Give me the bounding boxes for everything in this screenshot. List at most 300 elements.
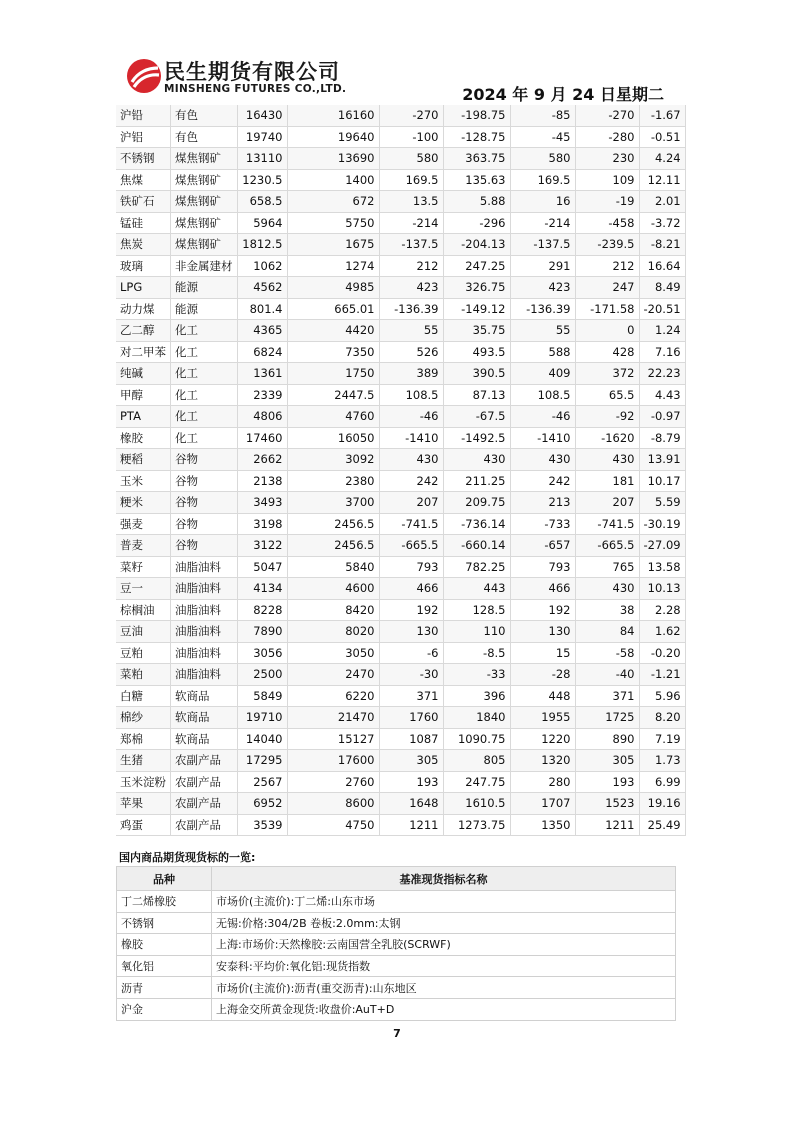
- table-cell: 7.19: [639, 728, 685, 750]
- table-cell: 8420: [287, 599, 379, 621]
- table-cell: 21470: [287, 707, 379, 729]
- table-cell: 109: [575, 169, 639, 191]
- spot-index-row: [117, 955, 676, 977]
- table-cell: 4750: [287, 814, 379, 836]
- commodity-name: 沪铝: [116, 126, 171, 148]
- commodity-sector: 谷物: [171, 449, 238, 471]
- table-cell: -3.72: [639, 212, 685, 234]
- table-cell: 428: [575, 341, 639, 363]
- index-name: 无锡:价格:304/2B 卷板:2.0mm:太钢: [212, 912, 676, 934]
- table-cell: -149.12: [443, 298, 510, 320]
- table-cell: 765: [575, 556, 639, 578]
- table-cell: -270: [379, 105, 443, 126]
- report-date: 2024 年 9 月 24 日星期二: [462, 85, 664, 104]
- table-cell: 443: [443, 578, 510, 600]
- table-cell: 423: [379, 277, 443, 299]
- index-name: 安泰科:平均价:氧化铝:现货指数: [212, 955, 676, 977]
- table-cell: 1400: [287, 169, 379, 191]
- table-cell: 242: [510, 470, 575, 492]
- table-cell: 193: [379, 771, 443, 793]
- table-cell: 4806: [237, 406, 287, 428]
- commodity-name: 玉米淀粉: [116, 771, 171, 793]
- table-cell: 55: [510, 320, 575, 342]
- table-row: [116, 642, 685, 664]
- table-row: [116, 513, 685, 535]
- table-cell: -214: [510, 212, 575, 234]
- table-cell: 5047: [237, 556, 287, 578]
- table-cell: -1492.5: [443, 427, 510, 449]
- table-cell: 13.58: [639, 556, 685, 578]
- commodity-sector: 软商品: [171, 707, 238, 729]
- table-cell: 1274: [287, 255, 379, 277]
- commodity-name: 生猪: [116, 750, 171, 772]
- company-logo: [126, 58, 361, 98]
- table-row: [116, 814, 685, 836]
- table-cell: 212: [379, 255, 443, 277]
- table-cell: 8.20: [639, 707, 685, 729]
- table-cell: 326.75: [443, 277, 510, 299]
- commodity-sector: 煤焦钢矿: [171, 169, 238, 191]
- table-cell: 280: [510, 771, 575, 793]
- table-cell: 13110: [237, 148, 287, 170]
- variety-name: 丁二烯橡胶: [117, 891, 212, 913]
- table-cell: 672: [287, 191, 379, 213]
- table-cell: 17295: [237, 750, 287, 772]
- commodity-sector: 化工: [171, 427, 238, 449]
- table-cell: 38: [575, 599, 639, 621]
- spot-index-row: [117, 934, 676, 956]
- commodity-sector: 有色: [171, 105, 238, 126]
- table-cell: -85: [510, 105, 575, 126]
- table-cell: -46: [510, 406, 575, 428]
- table-cell: 19.16: [639, 793, 685, 815]
- table-cell: 493.5: [443, 341, 510, 363]
- table-row: [116, 105, 685, 126]
- index-name: 上海金交所黄金现货:收盘价:AuT+D: [212, 998, 676, 1020]
- table-cell: 3122: [237, 535, 287, 557]
- table-cell: 805: [443, 750, 510, 772]
- variety-name: 沪金: [117, 998, 212, 1020]
- table-cell: 19640: [287, 126, 379, 148]
- table-cell: -665.5: [575, 535, 639, 557]
- table-cell: 128.5: [443, 599, 510, 621]
- table-cell: 1.62: [639, 621, 685, 643]
- table-cell: 247.75: [443, 771, 510, 793]
- table-cell: -660.14: [443, 535, 510, 557]
- table-cell: 588: [510, 341, 575, 363]
- table-cell: 793: [510, 556, 575, 578]
- table-cell: 5750: [287, 212, 379, 234]
- table-cell: 2447.5: [287, 384, 379, 406]
- table-cell: 363.75: [443, 148, 510, 170]
- table-cell: 2456.5: [287, 513, 379, 535]
- commodity-sector: 农副产品: [171, 793, 238, 815]
- table-cell: 801.4: [237, 298, 287, 320]
- commodity-sector: 能源: [171, 277, 238, 299]
- commodity-name: 锰硅: [116, 212, 171, 234]
- table-cell: 4985: [287, 277, 379, 299]
- table-cell: -46: [379, 406, 443, 428]
- variety-name: 不锈钢: [117, 912, 212, 934]
- variety-name: 氧化铝: [117, 955, 212, 977]
- table-cell: 5.59: [639, 492, 685, 514]
- table-cell: 1523: [575, 793, 639, 815]
- table-cell: 209.75: [443, 492, 510, 514]
- table-row: [116, 320, 685, 342]
- table-cell: -67.5: [443, 406, 510, 428]
- table-cell: -100: [379, 126, 443, 148]
- table-cell: 207: [575, 492, 639, 514]
- commodity-name: 白糖: [116, 685, 171, 707]
- table-cell: 130: [510, 621, 575, 643]
- table-cell: -1410: [510, 427, 575, 449]
- table-cell: -1410: [379, 427, 443, 449]
- table-cell: -1.21: [639, 664, 685, 686]
- table-cell: -128.75: [443, 126, 510, 148]
- table-row: [116, 255, 685, 277]
- table-cell: 3493: [237, 492, 287, 514]
- table-cell: -0.51: [639, 126, 685, 148]
- commodity-name: 焦煤: [116, 169, 171, 191]
- table-cell: 3056: [237, 642, 287, 664]
- table-cell: 8.49: [639, 277, 685, 299]
- table-cell: -0.97: [639, 406, 685, 428]
- table-row: [116, 556, 685, 578]
- table-cell: -458: [575, 212, 639, 234]
- table-cell: 192: [510, 599, 575, 621]
- table-cell: 793: [379, 556, 443, 578]
- table-cell: 580: [379, 148, 443, 170]
- commodity-name: 郑棉: [116, 728, 171, 750]
- table-cell: 6.99: [639, 771, 685, 793]
- commodity-sector: 油脂油料: [171, 556, 238, 578]
- commodity-sector: 软商品: [171, 685, 238, 707]
- commodity-sector: 油脂油料: [171, 599, 238, 621]
- table-cell: 371: [575, 685, 639, 707]
- commodity-sector: 化工: [171, 320, 238, 342]
- table-row: [116, 126, 685, 148]
- table-cell: 5.88: [443, 191, 510, 213]
- table-cell: 4.24: [639, 148, 685, 170]
- spot-index-row: [117, 891, 676, 913]
- commodity-name: 棉纱: [116, 707, 171, 729]
- table-cell: 5964: [237, 212, 287, 234]
- table-cell: -45: [510, 126, 575, 148]
- table-cell: -92: [575, 406, 639, 428]
- table-cell: -733: [510, 513, 575, 535]
- spot-index-row: [117, 912, 676, 934]
- table-cell: 430: [443, 449, 510, 471]
- table-cell: 6824: [237, 341, 287, 363]
- commodity-name: 动力煤: [116, 298, 171, 320]
- table-cell: 466: [510, 578, 575, 600]
- table-cell: 3539: [237, 814, 287, 836]
- table-cell: 15: [510, 642, 575, 664]
- table-cell: 13.91: [639, 449, 685, 471]
- table-cell: 1812.5: [237, 234, 287, 256]
- table-cell: 3050: [287, 642, 379, 664]
- table-cell: -171.58: [575, 298, 639, 320]
- table-cell: 7350: [287, 341, 379, 363]
- commodity-name: 橡胶: [116, 427, 171, 449]
- table-cell: 1675: [287, 234, 379, 256]
- table-cell: -40: [575, 664, 639, 686]
- commodity-sector: 非金属建材: [171, 255, 238, 277]
- table-cell: 181: [575, 470, 639, 492]
- commodity-name: 鸡蛋: [116, 814, 171, 836]
- table-cell: 110: [443, 621, 510, 643]
- commodity-name: 玉米: [116, 470, 171, 492]
- table-cell: 2138: [237, 470, 287, 492]
- table-row: [116, 363, 685, 385]
- page-number: 7: [393, 1027, 401, 1040]
- table-cell: 1230.5: [237, 169, 287, 191]
- table-row: [116, 427, 685, 449]
- table-cell: 16050: [287, 427, 379, 449]
- table-cell: -0.20: [639, 642, 685, 664]
- table-cell: 1.73: [639, 750, 685, 772]
- table-cell: 65.5: [575, 384, 639, 406]
- table-cell: -741.5: [575, 513, 639, 535]
- table-cell: 1955: [510, 707, 575, 729]
- table-cell: 1273.75: [443, 814, 510, 836]
- table-cell: -136.39: [379, 298, 443, 320]
- table-cell: -1.67: [639, 105, 685, 126]
- variety-name: 橡胶: [117, 934, 212, 956]
- table-cell: 1361: [237, 363, 287, 385]
- table-row: [116, 599, 685, 621]
- table-row: [116, 771, 685, 793]
- table-cell: 1320: [510, 750, 575, 772]
- index-name: 市场价(主流价):丁二烯:山东市场: [212, 891, 676, 913]
- commodity-name: 豆一: [116, 578, 171, 600]
- table-cell: 13.5: [379, 191, 443, 213]
- table-cell: -1620: [575, 427, 639, 449]
- table-row: [116, 685, 685, 707]
- table-cell: 19710: [237, 707, 287, 729]
- table-cell: 242: [379, 470, 443, 492]
- table-cell: 430: [510, 449, 575, 471]
- table-cell: 8020: [287, 621, 379, 643]
- table-cell: 211.25: [443, 470, 510, 492]
- table-cell: 16160: [287, 105, 379, 126]
- table-cell: -239.5: [575, 234, 639, 256]
- table-cell: 1760: [379, 707, 443, 729]
- table-cell: 3198: [237, 513, 287, 535]
- table-cell: 130: [379, 621, 443, 643]
- variety-name: 沥青: [117, 977, 212, 999]
- table-cell: 10.17: [639, 470, 685, 492]
- table-cell: 16: [510, 191, 575, 213]
- commodity-name: 豆粕: [116, 642, 171, 664]
- commodity-name: 玻璃: [116, 255, 171, 277]
- table-cell: 19740: [237, 126, 287, 148]
- commodity-name: 苹果: [116, 793, 171, 815]
- table-cell: 1211: [575, 814, 639, 836]
- table-row: [116, 449, 685, 471]
- table-cell: 448: [510, 685, 575, 707]
- commodity-sector: 油脂油料: [171, 578, 238, 600]
- table-cell: 580: [510, 148, 575, 170]
- table-cell: 16430: [237, 105, 287, 126]
- table-cell: 84: [575, 621, 639, 643]
- table-cell: 390.5: [443, 363, 510, 385]
- commodity-name: 乙二醇: [116, 320, 171, 342]
- index-name: 市场价(主流价):沥青(重交沥青):山东地区: [212, 977, 676, 999]
- commodity-name: PTA: [116, 406, 171, 428]
- table-row: [116, 341, 685, 363]
- commodity-sector: 煤焦钢矿: [171, 148, 238, 170]
- table-cell: 4.43: [639, 384, 685, 406]
- table-cell: -270: [575, 105, 639, 126]
- index-name: 上海:市场价:天然橡胶:云南国营全乳胶(SCRWF): [212, 934, 676, 956]
- company-name-en: MINSHENG FUTURES CO.,LTD.: [164, 83, 347, 95]
- table-row: [116, 406, 685, 428]
- table-cell: 169.5: [379, 169, 443, 191]
- commodity-sector: 农副产品: [171, 814, 238, 836]
- table-cell: 87.13: [443, 384, 510, 406]
- table-cell: 396: [443, 685, 510, 707]
- table-cell: 108.5: [510, 384, 575, 406]
- table-cell: 8600: [287, 793, 379, 815]
- table-cell: 665.01: [287, 298, 379, 320]
- table-cell: 193: [575, 771, 639, 793]
- table-cell: 305: [379, 750, 443, 772]
- table-cell: -280: [575, 126, 639, 148]
- table-row: [116, 621, 685, 643]
- commodity-sector: 谷物: [171, 492, 238, 514]
- table-cell: 5849: [237, 685, 287, 707]
- commodity-sector: 农副产品: [171, 750, 238, 772]
- table-cell: 4562: [237, 277, 287, 299]
- table-cell: 207: [379, 492, 443, 514]
- commodity-sector: 软商品: [171, 728, 238, 750]
- table-cell: -8.79: [639, 427, 685, 449]
- table-row: [116, 470, 685, 492]
- table-cell: 2500: [237, 664, 287, 686]
- table-cell: -19: [575, 191, 639, 213]
- table-cell: 169.5: [510, 169, 575, 191]
- table-cell: 890: [575, 728, 639, 750]
- header-index-name: 基准现货指标名称: [212, 867, 676, 891]
- table-cell: -204.13: [443, 234, 510, 256]
- table-cell: 1350: [510, 814, 575, 836]
- commodity-name: 豆油: [116, 621, 171, 643]
- table-cell: 2662: [237, 449, 287, 471]
- company-name-cn: 民生期货有限公司: [164, 60, 340, 84]
- table-cell: 305: [575, 750, 639, 772]
- table-cell: -736.14: [443, 513, 510, 535]
- table-cell: 10.13: [639, 578, 685, 600]
- spot-index-row: [117, 977, 676, 999]
- table-cell: 247: [575, 277, 639, 299]
- commodity-name: 菜粕: [116, 664, 171, 686]
- table-cell: 247.25: [443, 255, 510, 277]
- table-cell: 1725: [575, 707, 639, 729]
- table-row: [116, 191, 685, 213]
- table-row: [116, 793, 685, 815]
- table-cell: -30: [379, 664, 443, 686]
- table-row: [116, 148, 685, 170]
- table-cell: -28: [510, 664, 575, 686]
- commodity-sector: 化工: [171, 363, 238, 385]
- table-cell: 5.96: [639, 685, 685, 707]
- commodity-name: 普麦: [116, 535, 171, 557]
- table-cell: 3700: [287, 492, 379, 514]
- table-cell: 430: [575, 449, 639, 471]
- table-cell: -198.75: [443, 105, 510, 126]
- table-cell: 108.5: [379, 384, 443, 406]
- table-cell: 371: [379, 685, 443, 707]
- commodity-name: 不锈钢: [116, 148, 171, 170]
- table-cell: 1220: [510, 728, 575, 750]
- table-cell: 22.23: [639, 363, 685, 385]
- table-cell: 2339: [237, 384, 287, 406]
- table-cell: 4600: [287, 578, 379, 600]
- table-cell: 389: [379, 363, 443, 385]
- table-cell: 6220: [287, 685, 379, 707]
- table-cell: -33: [443, 664, 510, 686]
- table-cell: 1211: [379, 814, 443, 836]
- table-cell: 15127: [287, 728, 379, 750]
- table-cell: 2567: [237, 771, 287, 793]
- commodity-name: 铁矿石: [116, 191, 171, 213]
- table-cell: 2380: [287, 470, 379, 492]
- table-cell: -296: [443, 212, 510, 234]
- commodity-name: 对二甲苯: [116, 341, 171, 363]
- page-header: [0, 0, 794, 106]
- commodity-sector: 化工: [171, 384, 238, 406]
- spot-index-row: [117, 998, 676, 1020]
- table-cell: 2.28: [639, 599, 685, 621]
- table-cell: 1648: [379, 793, 443, 815]
- commodity-sector: 化工: [171, 341, 238, 363]
- commodity-name: LPG: [116, 277, 171, 299]
- commodity-sector: 谷物: [171, 535, 238, 557]
- commodity-sector: 谷物: [171, 513, 238, 535]
- commodity-name: 纯碱: [116, 363, 171, 385]
- table-cell: 16.64: [639, 255, 685, 277]
- table-cell: 2470: [287, 664, 379, 686]
- table-row: [116, 384, 685, 406]
- table-cell: 1750: [287, 363, 379, 385]
- table-cell: 2.01: [639, 191, 685, 213]
- commodity-name: 粳稻: [116, 449, 171, 471]
- table-cell: 2760: [287, 771, 379, 793]
- table-cell: 291: [510, 255, 575, 277]
- table-cell: 423: [510, 277, 575, 299]
- table-cell: 17460: [237, 427, 287, 449]
- minsheng-logo-icon: [126, 58, 162, 94]
- table-cell: 1090.75: [443, 728, 510, 750]
- table-row: [116, 664, 685, 686]
- table-cell: 3092: [287, 449, 379, 471]
- table-cell: -30.19: [639, 513, 685, 535]
- commodity-name: 菜籽: [116, 556, 171, 578]
- table-cell: 4134: [237, 578, 287, 600]
- table-cell: 1707: [510, 793, 575, 815]
- table-cell: 1840: [443, 707, 510, 729]
- commodity-sector: 油脂油料: [171, 642, 238, 664]
- table-cell: 8228: [237, 599, 287, 621]
- table-cell: 7890: [237, 621, 287, 643]
- table-cell: -58: [575, 642, 639, 664]
- commodity-sector: 煤焦钢矿: [171, 191, 238, 213]
- table-row: [116, 535, 685, 557]
- commodity-data-table: [116, 105, 686, 836]
- table-cell: 14040: [237, 728, 287, 750]
- table-cell: -137.5: [510, 234, 575, 256]
